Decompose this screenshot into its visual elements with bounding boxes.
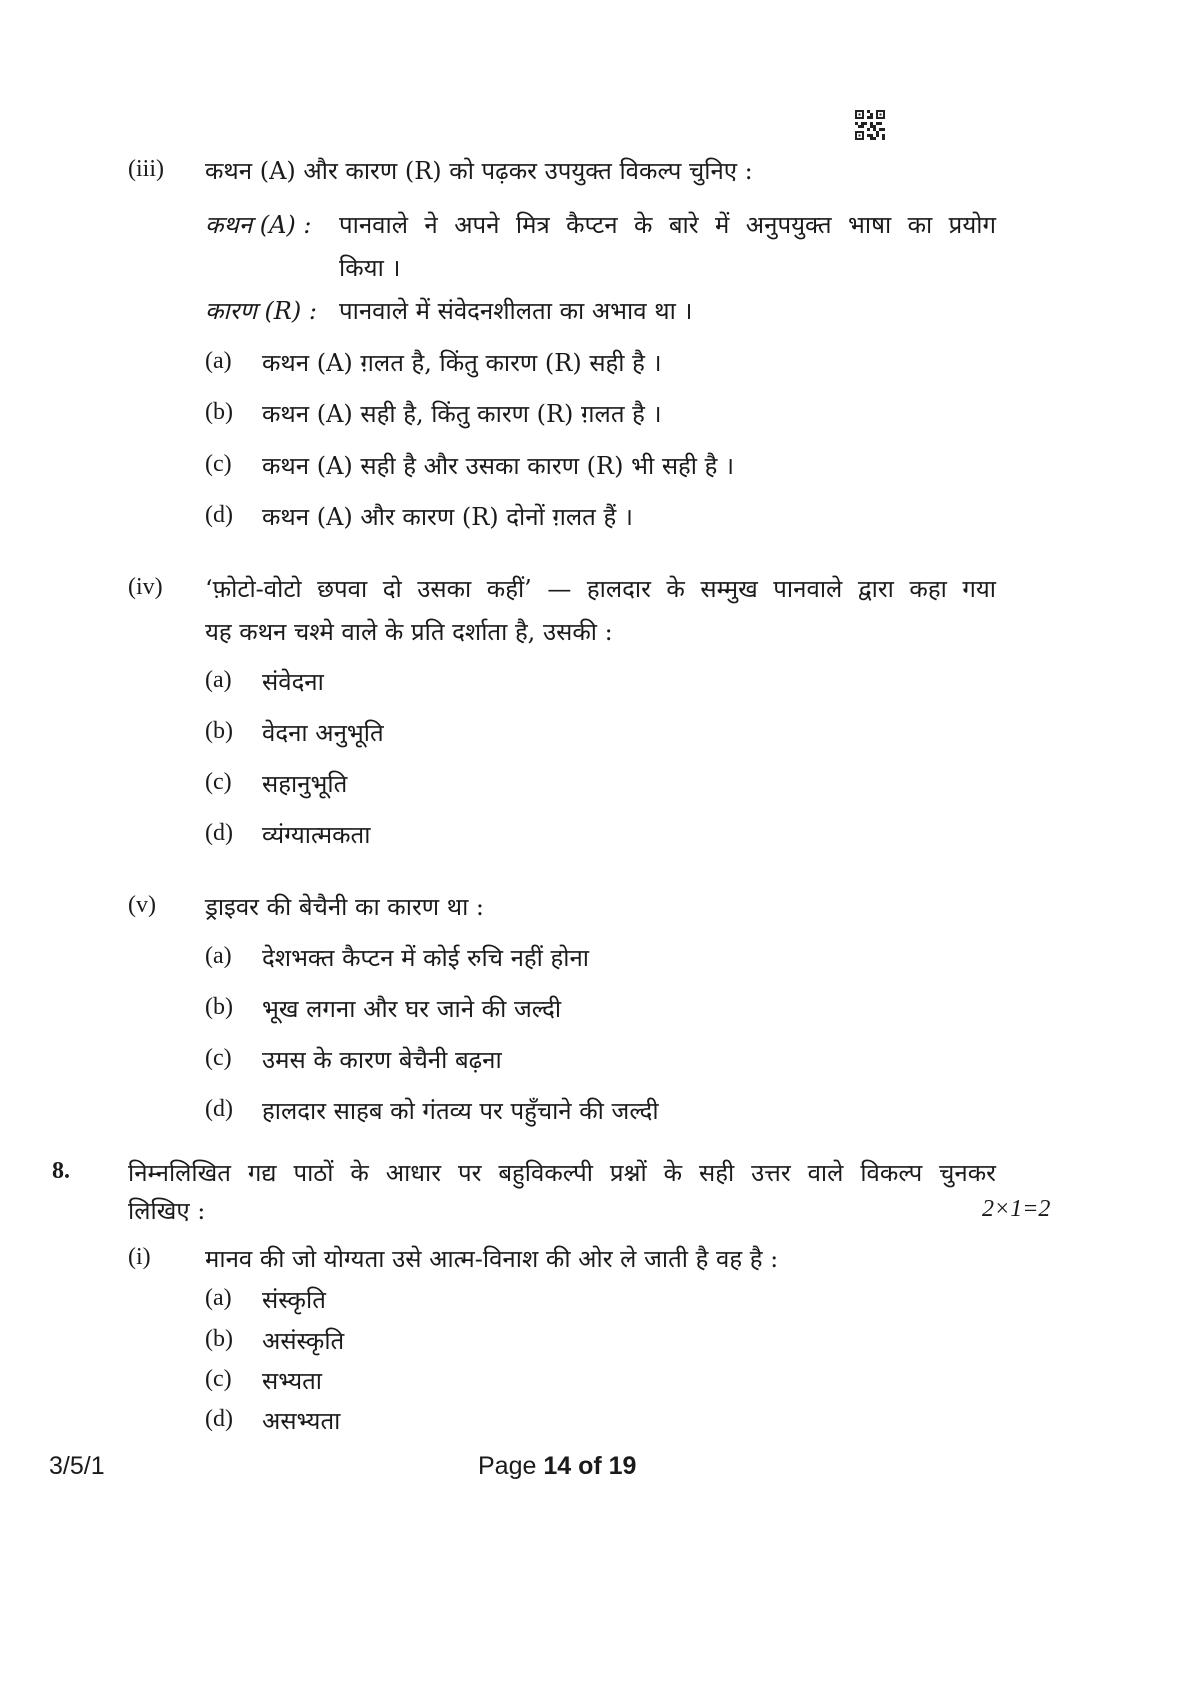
- question-number: (iv): [128, 574, 163, 600]
- page-of: of: [571, 1452, 609, 1480]
- option-key: (c): [205, 451, 232, 477]
- option-c: सभ्यता: [262, 1367, 323, 1395]
- page-total: 19: [608, 1452, 637, 1480]
- question-number: (iii): [128, 156, 164, 182]
- option-key: (b): [205, 1326, 233, 1352]
- page-number: [478, 1452, 636, 1481]
- paper-code: 3/5/1: [49, 1452, 105, 1480]
- option-c: सहानुभूति: [262, 770, 348, 798]
- option-a: देशभक्त कैप्टन में कोई रुचि नहीं होना: [262, 944, 589, 972]
- option-b: भूख लगना और घर जाने की जल्दी: [262, 995, 562, 1023]
- sub-question-number: (i): [128, 1244, 151, 1270]
- question-prompt-cont: यह कथन चश्मे वाले के प्रति दर्शाता है, उसकी :: [205, 618, 613, 646]
- question-prompt: ड्राइवर की बेचैनी का कारण था :: [205, 893, 485, 921]
- option-key: (a): [205, 1285, 232, 1311]
- option-key: (c): [205, 1366, 232, 1392]
- option-key: (a): [205, 348, 232, 374]
- option-key: (b): [205, 399, 233, 425]
- option-key: (d): [205, 502, 233, 528]
- sub-question-prompt: मानव की जो योग्यता उसे आत्म-विनाश की ओर ले जाती है वह है :: [205, 1245, 779, 1273]
- qr-code-icon: [855, 110, 885, 140]
- option-key: (c): [205, 769, 232, 795]
- marks-label: 2×1=2: [982, 1196, 1051, 1222]
- question-prompt: निम्नलिखित गद्य पाठों के आधार पर बहुविकल्पी प्रश्नों के सही उत्तर वाले विकल्प चुनकर: [128, 1159, 996, 1187]
- option-d: कथन (A) और कारण (R) दोनों ग़लत हैं ।: [262, 503, 633, 531]
- option-c: उमस के कारण बेचैनी बढ़ना: [262, 1046, 502, 1074]
- option-key: (b): [205, 718, 233, 744]
- option-d: हालदार साहब को गंतव्य पर पहुँचाने की जल्दी: [262, 1097, 659, 1125]
- option-key: (a): [205, 667, 232, 693]
- option-b: असंस्कृति: [262, 1327, 345, 1355]
- option-b: वेदना अनुभूति: [262, 719, 384, 747]
- option-key: (c): [205, 1045, 232, 1071]
- page-prefix: Page: [478, 1452, 544, 1480]
- question-number: 8.: [52, 1158, 70, 1184]
- question-prompt: कथन (A) और कारण (R) को पढ़कर उपयुक्त विकल्प चुनिए :: [205, 157, 753, 185]
- option-b: कथन (A) सही है, किंतु कारण (R) ग़लत है ।: [262, 400, 662, 428]
- assertion-text: पानवाले ने अपने मित्र कैप्टन के बारे में अनुपयुक्त भाषा का प्रयोग: [339, 211, 996, 239]
- option-key: (a): [205, 943, 232, 969]
- assertion-label: कथन (A) :: [205, 211, 312, 239]
- question-prompt: ‘फ़ोटो-वोटो छपवा दो उसका कहीं’ — हालदार के सम्मुख पानवाले द्वारा कहा गया: [205, 575, 996, 603]
- option-a: कथन (A) ग़लत है, किंतु कारण (R) सही है ।: [262, 349, 662, 377]
- option-c: कथन (A) सही है और उसका कारण (R) भी सही है ।: [262, 452, 735, 480]
- reason-text: पानवाले में संवेदनशीलता का अभाव था ।: [339, 297, 693, 325]
- option-key: (b): [205, 994, 233, 1020]
- option-key: (d): [205, 1096, 233, 1122]
- option-key: (d): [205, 1406, 233, 1432]
- option-d: व्यंग्यात्मकता: [262, 821, 371, 849]
- assertion-text-cont: किया ।: [339, 254, 401, 282]
- option-a: संस्कृति: [262, 1286, 326, 1314]
- question-number: (v): [128, 892, 156, 918]
- option-d: असभ्यता: [262, 1407, 341, 1435]
- reason-label: कारण (R) :: [205, 297, 317, 325]
- option-key: (d): [205, 820, 233, 846]
- question-prompt-cont: लिखिए :: [128, 1197, 206, 1225]
- page-current: 14: [543, 1452, 572, 1480]
- option-a: संवेदना: [262, 668, 324, 696]
